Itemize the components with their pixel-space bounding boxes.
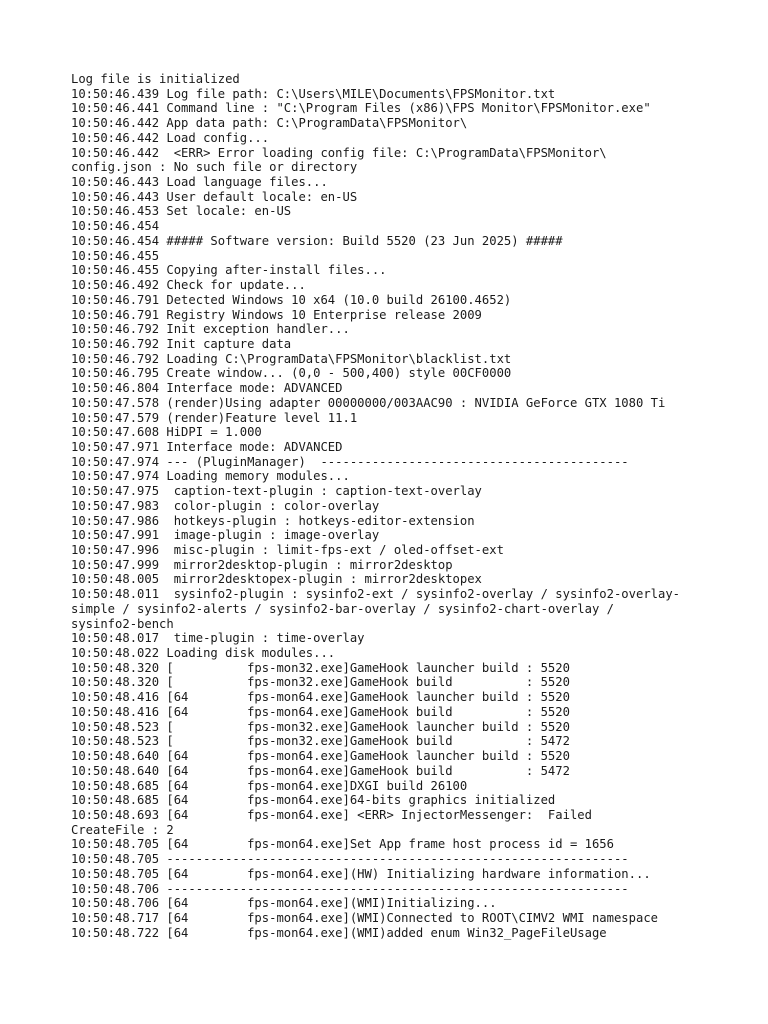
log-line: 10:50:48.416 [64 fps-mon64.exe]GameHook build : 5520 <box>71 704 570 719</box>
log-line: 10:50:48.685 [64 fps-mon64.exe]64-bits graphics initialized <box>71 793 556 808</box>
log-line: 10:50:46.455 Copying after-install files... <box>71 263 387 278</box>
log-line: 10:50:48.017 time-plugin : time-overlay <box>71 631 365 646</box>
log-line: 10:50:46.792 Init capture data <box>71 336 292 351</box>
log-line: 10:50:48.705 --------------------------------------------------------------- <box>71 852 629 867</box>
log-line: 10:50:46.439 Log file path: C:\Users\MILE\Documents\FPSMonitor.txt <box>71 86 556 101</box>
log-line: CreateFile : 2 <box>71 822 174 837</box>
log-line: 10:50:46.455 <box>71 248 160 263</box>
log-line: 10:50:48.693 [64 fps-mon64.exe] <ERR> InjectorMessenger: Failed <box>71 807 592 822</box>
log-line: 10:50:46.804 Interface mode: ADVANCED <box>71 381 343 396</box>
log-line: 10:50:48.523 [ fps-mon32.exe]GameHook launcher build : 5520 <box>71 719 570 734</box>
log-line: 10:50:47.974 --- (PluginManager) ------------------------------------------ <box>71 454 629 469</box>
log-line: 10:50:47.983 color-plugin : color-overlay <box>71 498 380 513</box>
log-line: 10:50:47.971 Interface mode: ADVANCED <box>71 439 343 454</box>
log-line: 10:50:47.975 caption-text-plugin : caption-text-overlay <box>71 484 482 499</box>
log-line: 10:50:47.974 Loading memory modules... <box>71 469 350 484</box>
log-line: 10:50:48.685 [64 fps-mon64.exe]DXGI build 26100 <box>71 778 468 793</box>
log-line: 10:50:46.791 Registry Windows 10 Enterprise release 2009 <box>71 307 482 322</box>
log-line: 10:50:46.792 Loading C:\ProgramData\FPSMonitor\blacklist.txt <box>71 351 512 366</box>
log-line: 10:50:48.717 [64 fps-mon64.exe](WMI)Connected to ROOT\CIMV2 WMI namespace <box>71 910 658 925</box>
log-line: sysinfo2-bench <box>71 616 174 631</box>
log-line: 10:50:48.640 [64 fps-mon64.exe]GameHook build : 5472 <box>71 763 570 778</box>
log-line: 10:50:46.454 <box>71 219 160 234</box>
log-line: 10:50:48.706 [64 fps-mon64.exe](WMI)Initializing... <box>71 896 497 911</box>
log-line: 10:50:48.705 [64 fps-mon64.exe]Set App frame host process id = 1656 <box>71 837 614 852</box>
log-line: 10:50:46.792 Init exception handler... <box>71 322 350 337</box>
log-line: 10:50:46.442 App data path: C:\ProgramData\FPSMonitor\ <box>71 116 468 131</box>
log-line: 10:50:48.705 [64 fps-mon64.exe](HW) Initializing hardware information... <box>71 866 651 881</box>
log-line: 10:50:47.999 mirror2desktop-plugin : mirror2desktop <box>71 557 453 572</box>
log-text-block <box>71 72 711 940</box>
log-line: 10:50:46.453 Set locale: en-US <box>71 204 292 219</box>
log-line: config.json : No such file or directory <box>71 160 358 175</box>
log-line: 10:50:47.986 hotkeys-plugin : hotkeys-editor-extension <box>71 513 475 528</box>
log-line: 10:50:47.579 (render)Feature level 11.1 <box>71 410 358 425</box>
log-line: 10:50:46.454 ##### Software version: Build 5520 (23 Jun 2025) ##### <box>71 233 563 248</box>
log-line: 10:50:48.022 Loading disk modules... <box>71 646 336 661</box>
log-line: 10:50:47.608 HiDPI = 1.000 <box>71 425 262 440</box>
log-line: 10:50:46.791 Detected Windows 10 x64 (10.0 build 26100.4652) <box>71 292 512 307</box>
log-line: 10:50:48.523 [ fps-mon32.exe]GameHook build : 5472 <box>71 734 570 749</box>
log-line: 10:50:48.706 --------------------------------------------------------------- <box>71 881 629 896</box>
log-line: 10:50:46.442 Load config... <box>71 130 270 145</box>
log-line: 10:50:48.640 [64 fps-mon64.exe]GameHook launcher build : 5520 <box>71 749 570 764</box>
log-line: 10:50:46.443 Load language files... <box>71 175 328 190</box>
log-line: 10:50:48.320 [ fps-mon32.exe]GameHook build : 5520 <box>71 675 570 690</box>
log-line: 10:50:48.005 mirror2desktopex-plugin : mirror2desktopex <box>71 572 482 587</box>
log-line: 10:50:48.416 [64 fps-mon64.exe]GameHook launcher build : 5520 <box>71 690 570 705</box>
log-line: 10:50:46.441 Command line : "C:\Program Files (x86)\FPS Monitor\FPSMonitor.exe" <box>71 101 651 116</box>
log-line: simple / sysinfo2-alerts / sysinfo2-bar-overlay / sysinfo2-chart-overlay / <box>71 601 614 616</box>
log-line: 10:50:46.443 User default locale: en-US <box>71 189 358 204</box>
log-line: 10:50:47.991 image-plugin : image-overlay <box>71 528 380 543</box>
log-line: 10:50:48.722 [64 fps-mon64.exe](WMI)added enum Win32_PageFileUsage <box>71 925 607 940</box>
log-line: 10:50:48.320 [ fps-mon32.exe]GameHook launcher build : 5520 <box>71 660 570 675</box>
log-line: 10:50:46.795 Create window... (0,0 - 500,400) style 00CF0000 <box>71 366 512 381</box>
log-line: 10:50:47.996 misc-plugin : limit-fps-ext / oled-offset-ext <box>71 543 504 557</box>
log-line: 10:50:46.492 Check for update... <box>71 278 306 293</box>
log-line: 10:50:48.011 sysinfo2-plugin : sysinfo2-ext / sysinfo2-overlay / sysinfo2-overlay- <box>71 587 681 602</box>
log-line: Log file is initialized <box>71 72 240 86</box>
log-line: 10:50:47.578 (render)Using adapter 00000000/003AAC90 : NVIDIA GeForce GTX 1080 Ti <box>71 395 666 410</box>
log-line: 10:50:46.442 <ERR> Error loading config file: C:\ProgramData\FPSMonitor\ <box>71 145 607 160</box>
